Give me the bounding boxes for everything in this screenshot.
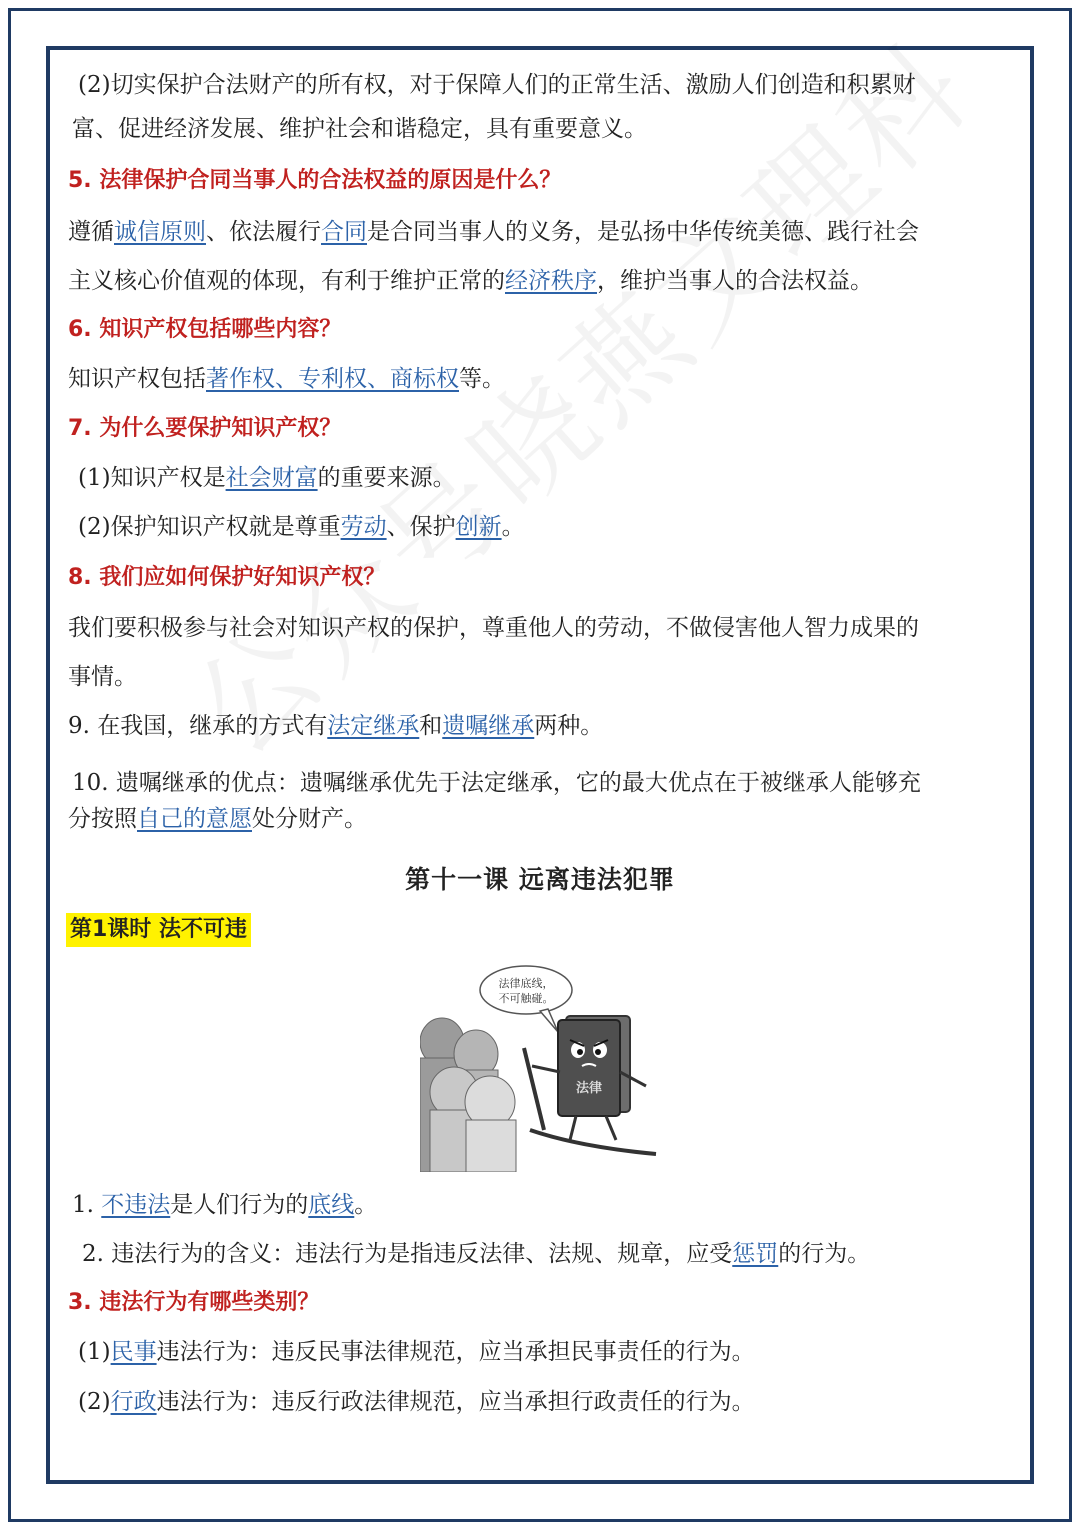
para-line xyxy=(68,217,919,247)
underlined-term: 惩罚 xyxy=(732,1241,779,1267)
text-segment: ，维护当事人的合法权益。 xyxy=(597,268,873,294)
text-segment: 主义核心价值观的体现，有利于维护正常的 xyxy=(68,268,505,294)
text-segment: 我们要积极参与社会对知识产权的保护，尊重他人的劳动，不做侵害他人智力成果的 xyxy=(68,615,919,641)
law-cartoon-image xyxy=(420,962,662,1172)
para-line xyxy=(78,463,456,493)
underlined-term: 行政 xyxy=(110,1389,157,1415)
underlined-term: 民事 xyxy=(110,1339,157,1365)
text-segment: 7. 为什么要保护知识产权？ xyxy=(68,416,342,441)
underlined-term: 底线 xyxy=(308,1192,355,1218)
underlined-term: 不违法 xyxy=(101,1192,171,1218)
text-segment: 8. 我们应如何保护好知识产权？ xyxy=(68,565,386,590)
para-line xyxy=(78,70,916,100)
underlined-term: 社会财富 xyxy=(225,465,318,491)
para-line xyxy=(72,114,647,144)
book-label: 法律 xyxy=(575,1081,603,1096)
text-segment: 等。 xyxy=(459,366,505,392)
text-segment: 、保护 xyxy=(386,514,456,540)
speech-text-1: 法律底线， xyxy=(498,977,554,990)
lesson-title: 第十一课 远离违法犯罪 xyxy=(405,865,675,894)
question-heading xyxy=(68,563,385,593)
text-segment: 2. 违法行为的含义：违法行为是指违反法律、法规、规章，应受 xyxy=(82,1241,733,1267)
underlined-term: 法定继承 xyxy=(327,713,420,739)
para-line xyxy=(78,1337,755,1367)
text-segment: 富、促进经济发展、维护社会和谐稳定，具有重要意义。 xyxy=(72,116,647,142)
para-line xyxy=(68,711,603,741)
question-heading xyxy=(68,414,341,444)
text-segment: (2)保护知识产权就是尊重 xyxy=(78,514,341,540)
speech-bubble-shape xyxy=(480,966,572,1014)
underlined-term: 创新 xyxy=(455,514,502,540)
text-segment: 1. xyxy=(72,1192,102,1218)
text-segment: 6. 知识产权包括哪些内容？ xyxy=(68,317,342,342)
para-line xyxy=(82,1239,870,1269)
speech-text-2: 不可触碰。 xyxy=(498,992,554,1005)
underlined-term: 自己的意愿 xyxy=(137,806,252,832)
section-label: 第1课时 法不可违 xyxy=(66,913,251,947)
text-segment: 是人们行为的 xyxy=(170,1192,309,1218)
question-heading xyxy=(68,1288,319,1318)
para-line xyxy=(72,1190,377,1220)
para-line xyxy=(78,1387,755,1417)
text-segment: 两种。 xyxy=(534,713,604,739)
para-line xyxy=(78,512,525,542)
para-line xyxy=(68,613,919,643)
text-segment: 的行为。 xyxy=(778,1241,871,1267)
text-segment: 知识产权包括 xyxy=(68,366,206,392)
text-segment: 、依法履行 xyxy=(206,219,321,245)
text-segment: 3. 违法行为有哪些类别？ xyxy=(68,1290,320,1315)
question-heading xyxy=(68,166,561,196)
text-segment: 违法行为：违反行政法律规范，应当承担行政责任的行为。 xyxy=(156,1389,755,1415)
underlined-term: 经济秩序 xyxy=(505,268,597,294)
text-segment: 遵循 xyxy=(68,219,114,245)
text-segment: 和 xyxy=(419,713,443,739)
para-line xyxy=(72,768,921,798)
text-segment: 事情。 xyxy=(68,664,137,690)
text-segment: 处分财产。 xyxy=(252,806,367,832)
underlined-term: 劳动 xyxy=(340,514,387,540)
para-line xyxy=(68,266,873,296)
text-segment: 10. 遗嘱继承的优点：遗嘱继承优先于法定继承，它的最大优点在于被继承人能够充 xyxy=(72,770,921,796)
text-segment: 。 xyxy=(354,1192,378,1218)
text-segment: 的重要来源。 xyxy=(317,465,456,491)
text-segment: 9. 在我国，继承的方式有 xyxy=(68,713,328,739)
underlined-term: 著作权、专利权、商标权 xyxy=(206,366,459,392)
para-line xyxy=(68,364,505,394)
text-segment: 分按照 xyxy=(68,806,137,832)
text-segment: (1)知识产权是 xyxy=(78,465,226,491)
text-segment: 违法行为：违反民事法律规范，应当承担民事责任的行为。 xyxy=(156,1339,755,1365)
text-segment: (2)切实保护合法财产的所有权，对于保障人们的正常生活、激励人们创造和积累财 xyxy=(78,72,916,98)
underlined-term: 合同 xyxy=(321,219,367,245)
underlined-term: 诚信原则 xyxy=(114,219,206,245)
text-segment: (1) xyxy=(78,1339,111,1365)
text-segment: (2) xyxy=(78,1389,111,1415)
text-segment: 是合同当事人的义务，是弘扬中华传统美德、践行社会 xyxy=(367,219,919,245)
para-line xyxy=(68,804,367,834)
underlined-term: 遗嘱继承 xyxy=(442,713,535,739)
question-heading xyxy=(68,315,341,345)
text-segment: 。 xyxy=(501,514,525,540)
text-segment: 5. 法律保护合同当事人的合法权益的原因是什么？ xyxy=(68,168,562,193)
para-line xyxy=(68,662,137,692)
